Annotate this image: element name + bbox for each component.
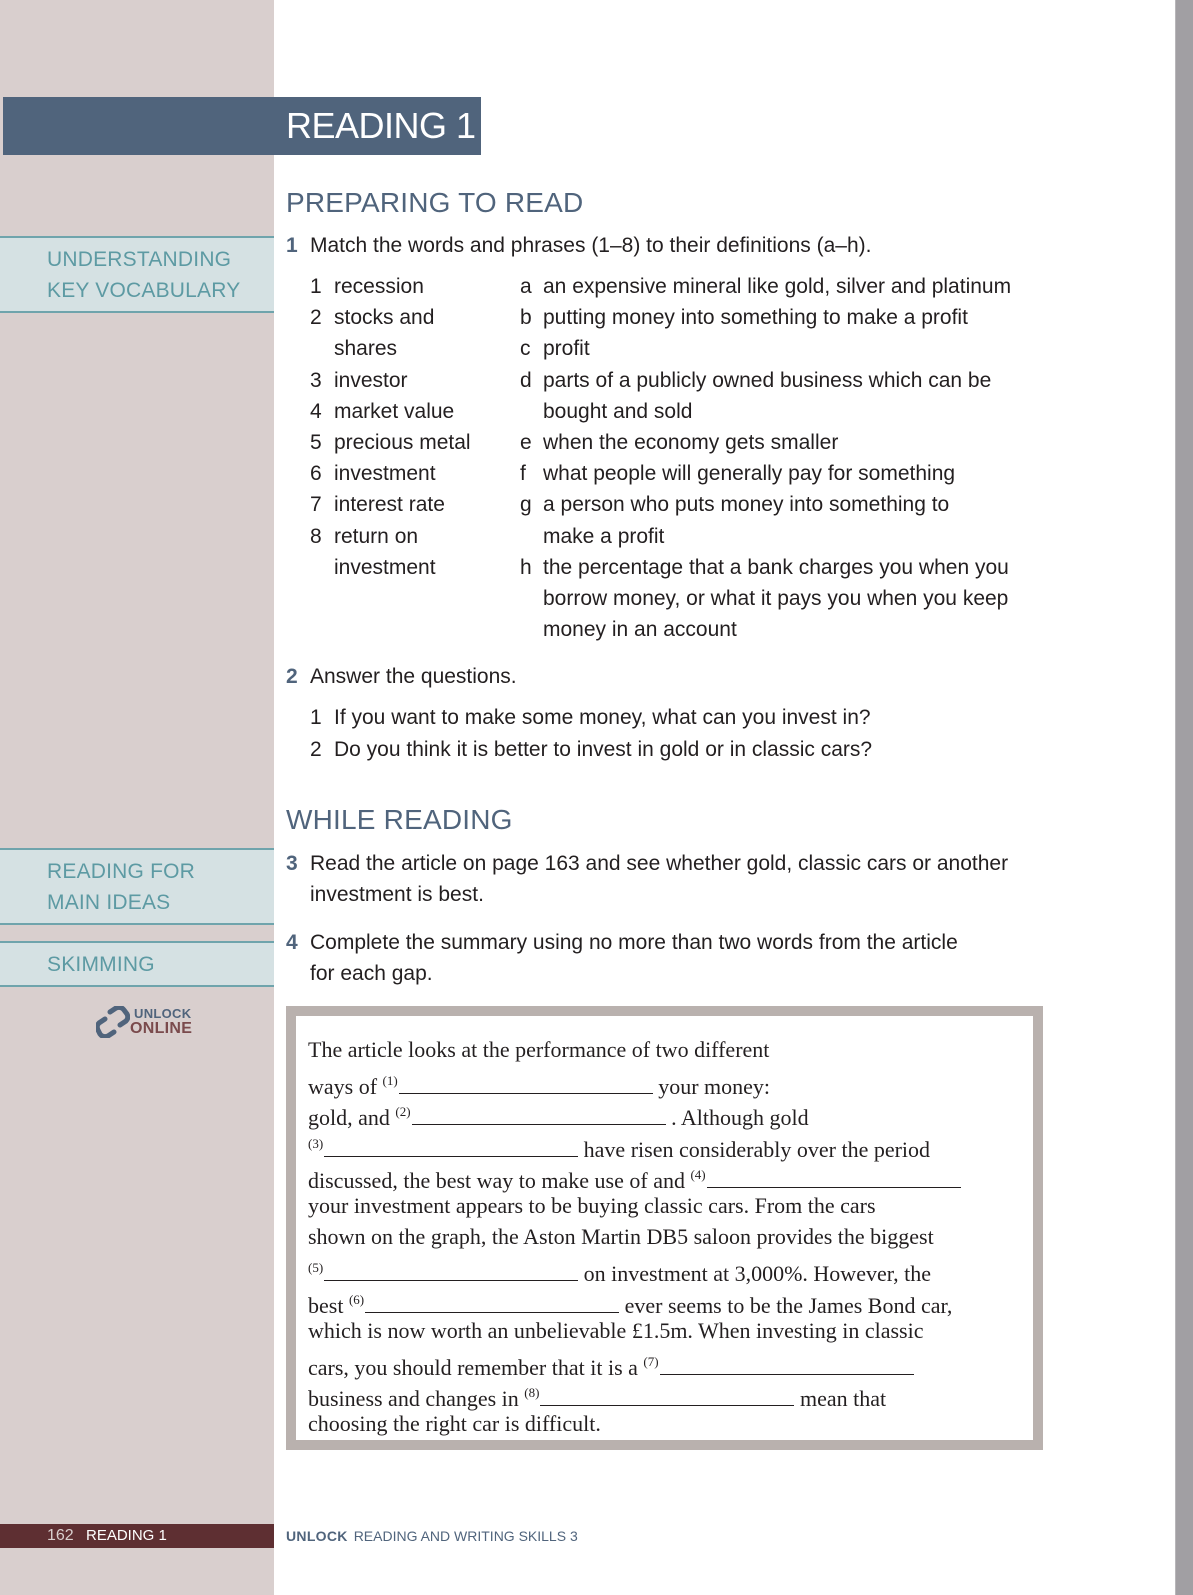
page-edge — [1175, 0, 1193, 1595]
summary-text: The article looks at the performance of two different ways of $^{(1)}$ your money: gold, and $^{(2)}$ . Although gold $^{(3)}$ have risen considerably over the period discussed, the best way to make use of and $^{(4)}$ your investment appears to be buying classic cars. From the cars shown on the graph, the Aston Martin DB5 saloon provides the biggest $^{(5)}$ on investment at 3,000%. However, the best $^{(6)}$ ever seems to be the James Bond car, which is now worth an unbelievable £1.5m. When investing in classic cars, you should remember that it is a $^{(7)}$ business and changes in $^{(8)}$ mean that choosing the right car is difficult. — [308, 1034, 1028, 1439]
book-title: READING AND WRITING SKILLS 3 — [353, 1528, 578, 1544]
instruction-text: Answer the questions. — [310, 665, 517, 688]
exercise-number: 4 — [286, 931, 298, 954]
logo-unlock-text: UNLOCK — [134, 1006, 192, 1021]
list-item: d parts of a publicly owned business which can be bought and sold — [520, 368, 992, 423]
tab-label-line1: SKIMMING — [47, 953, 155, 976]
sidebar-tab-main-ideas — [0, 848, 274, 925]
list-item: f what people will generally pay for something — [520, 462, 956, 486]
exercise-number: 1 — [286, 234, 298, 257]
brand-unlock: UNLOCK — [286, 1528, 348, 1544]
exercise-number: 3 — [286, 852, 298, 875]
list-item: b putting money into something to make a profit — [520, 306, 968, 330]
logo-online-text: ONLINE — [130, 1020, 193, 1037]
instruction-text-line2: for each gap. — [310, 962, 433, 985]
tab-label-line1: UNDERSTANDING — [47, 248, 232, 271]
gap-1-blank[interactable] — [399, 1074, 653, 1094]
footer-section-label: READING 1 — [86, 1527, 167, 1544]
unlock-online-logo[interactable] — [96, 1004, 206, 1040]
tab-label-line2: MAIN IDEAS — [47, 891, 171, 914]
footer-book-title — [286, 1524, 578, 1548]
sidebar-tab-key-vocabulary — [0, 236, 274, 313]
list-item: h the percentage that a bank charges you when you borrow money, or what it pays you when you keep money in an account — [520, 555, 1009, 642]
gap-4-blank[interactable] — [707, 1168, 961, 1188]
list-item: a an expensive mineral like gold, silver and platinum — [520, 275, 1012, 298]
page-title: READING 1 — [286, 105, 476, 146]
definitions-list — [520, 271, 1038, 645]
tab-label-line2: KEY VOCABULARY — [47, 279, 241, 302]
instruction-text-line2: investment is best. — [310, 883, 484, 906]
summary-box — [286, 1006, 1043, 1450]
gap-5-blank[interactable] — [324, 1261, 578, 1281]
list-item: e when the economy gets smaller — [520, 431, 839, 455]
gap-8-blank[interactable] — [540, 1386, 794, 1406]
gap-7-blank[interactable] — [660, 1355, 914, 1375]
list-item: c profit — [520, 337, 590, 361]
tab-label-line1: READING FOR — [47, 860, 196, 883]
sidebar-tab-skimming — [0, 941, 274, 987]
instruction-text-line1: Read the article on page 163 and see whether gold, classic cars or another — [310, 852, 1009, 875]
gap-6-blank[interactable] — [365, 1293, 619, 1313]
heading-while-reading: WHILE READING — [286, 804, 513, 835]
gap-2-blank[interactable] — [412, 1105, 666, 1125]
gap-3-blank[interactable] — [324, 1137, 578, 1157]
list-item: g a person who puts money into something to make a profit — [520, 493, 950, 548]
chain-link-icon — [96, 1006, 130, 1038]
instruction-text: Match the words and phrases (1–8) to their definitions (a–h). — [310, 234, 872, 257]
exercise-number: 2 — [286, 665, 298, 688]
page-number: 162 — [47, 1527, 74, 1544]
heading-preparing-to-read: PREPARING TO READ — [286, 187, 584, 218]
instruction-text-line1: Complete the summary using no more than two words from the article — [310, 931, 958, 954]
